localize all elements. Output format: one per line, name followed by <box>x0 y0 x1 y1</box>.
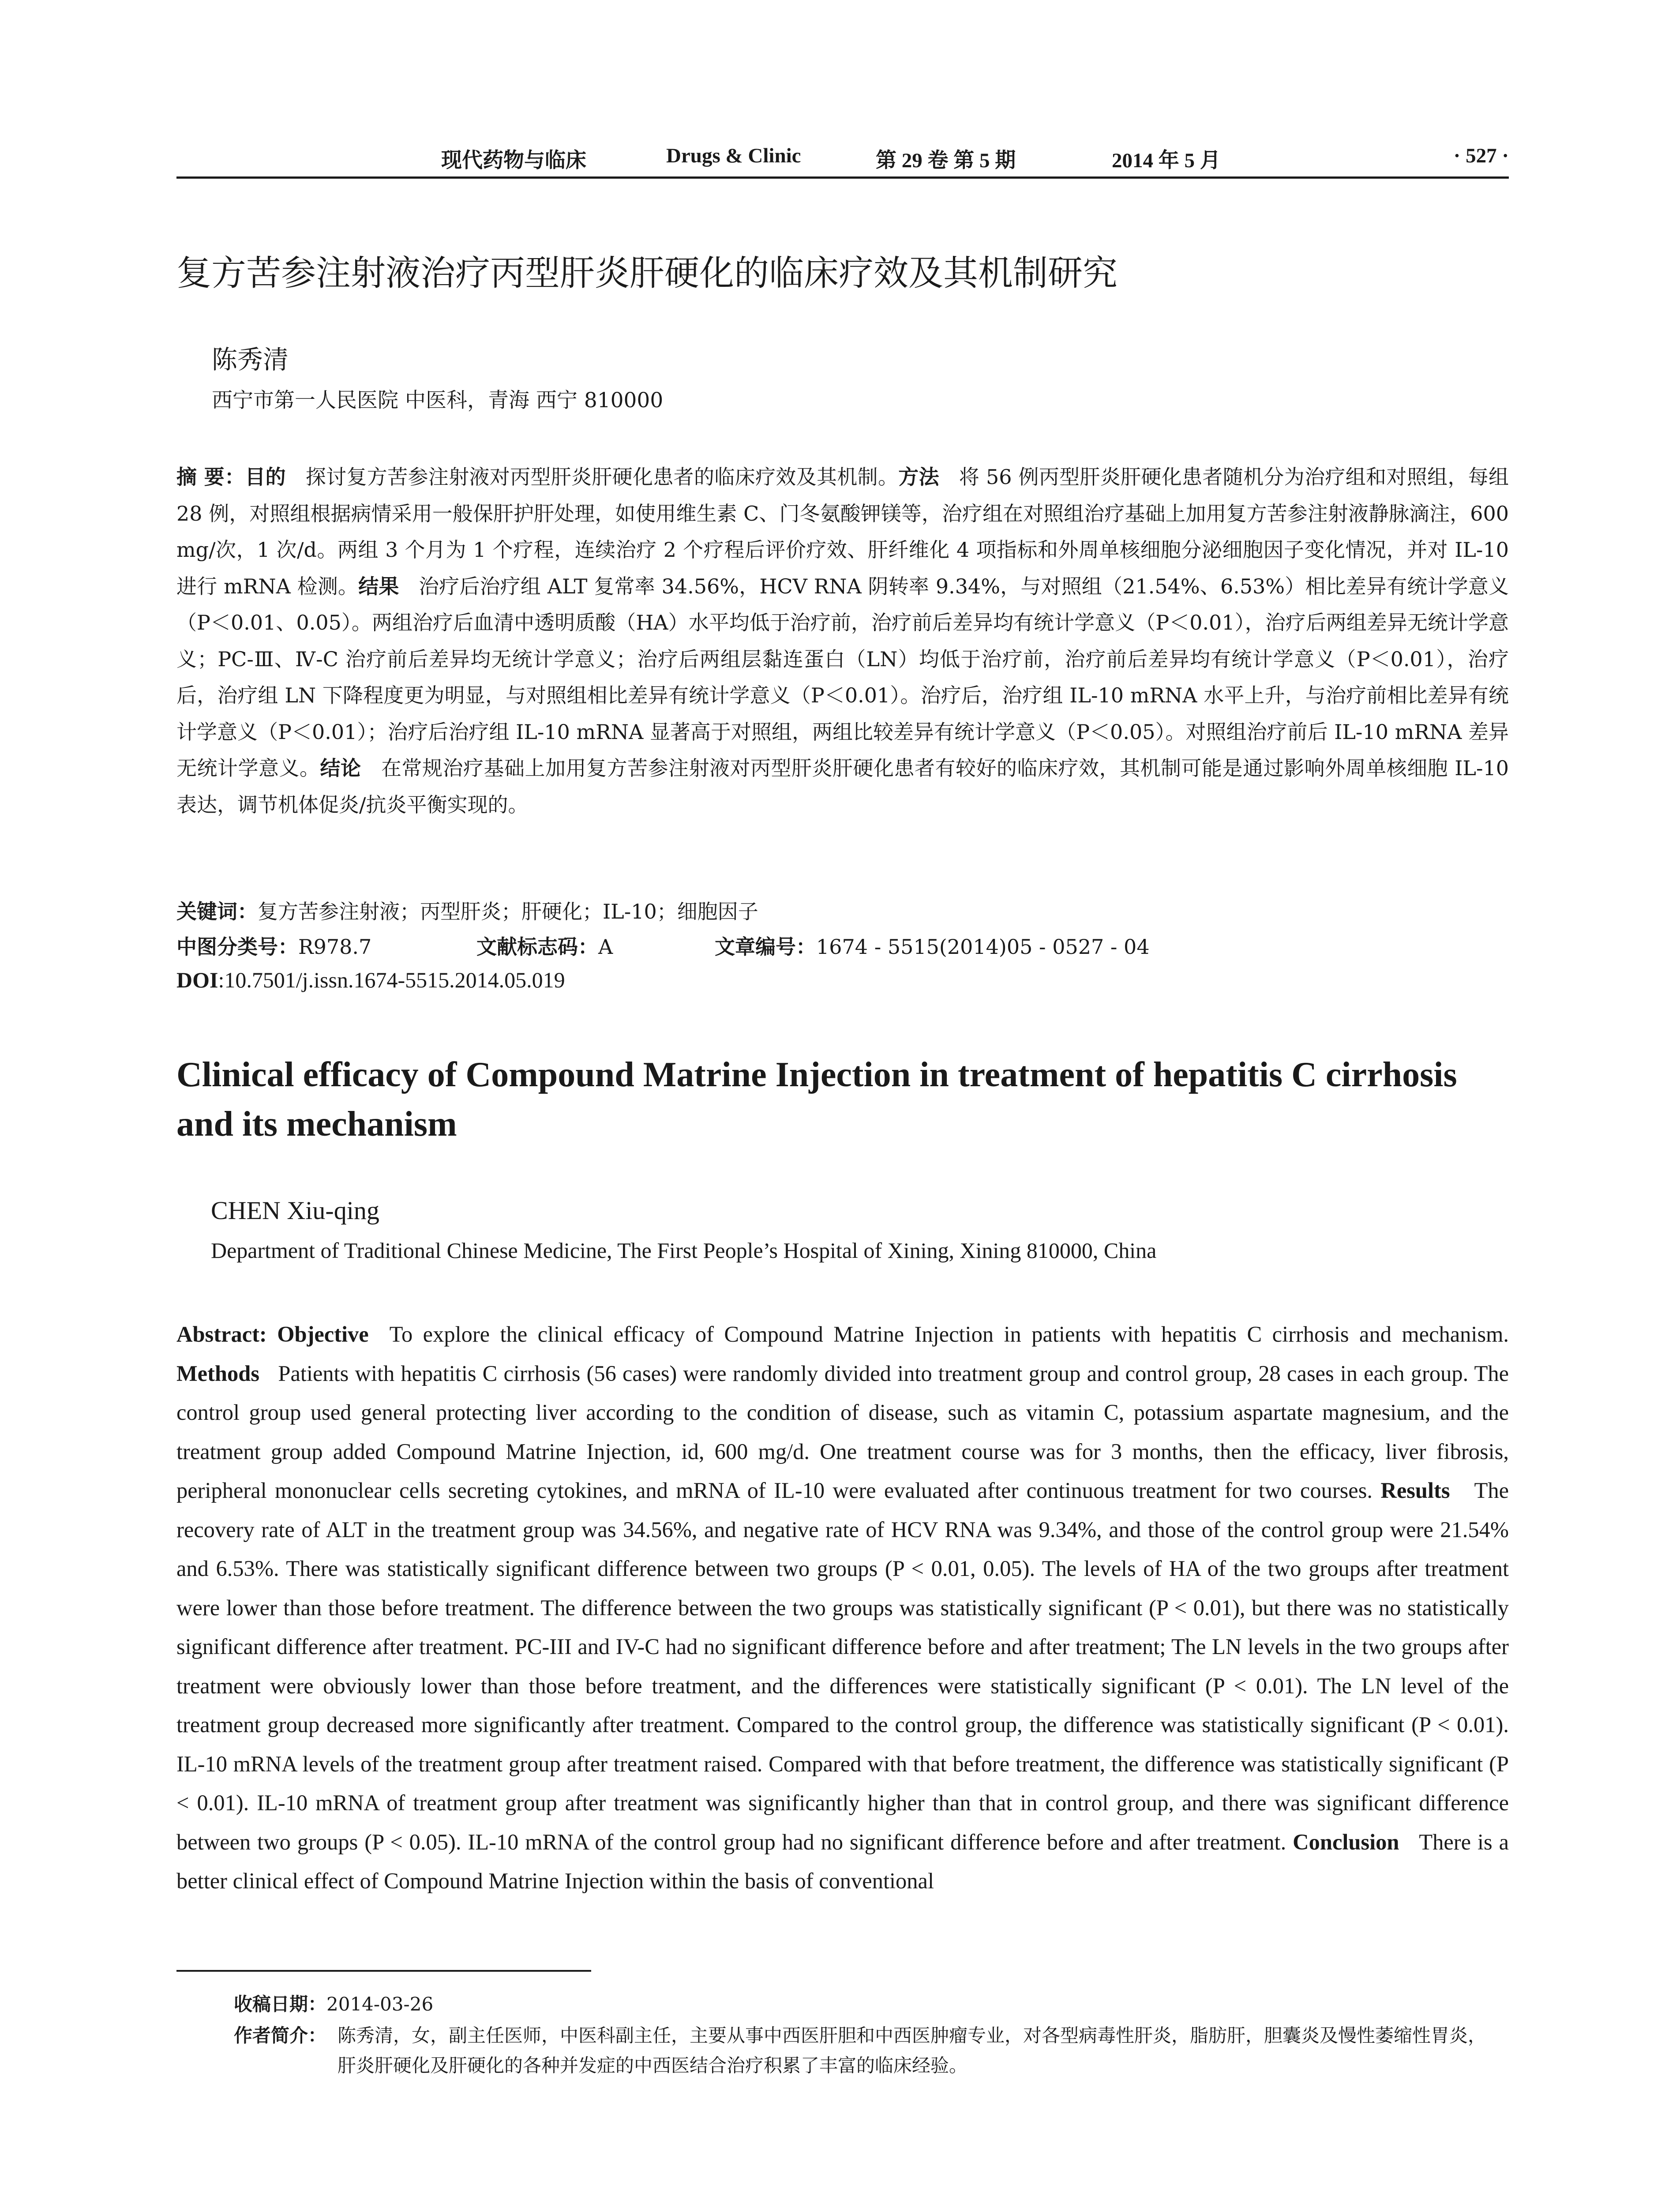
keywords-line <box>176 896 758 925</box>
abstract-label-cn: 摘 要： <box>176 465 245 489</box>
classification-line <box>176 931 1150 960</box>
title-cn: 复方苦参注射液治疗丙型肝炎肝硬化的临床疗效及其机制研究 <box>176 253 1118 293</box>
author-cn: 陈秀清 <box>212 345 289 375</box>
received-label: 收稿日期： <box>234 1993 327 2015</box>
methods-cn: 将 56 例丙型肝炎肝硬化患者随机分为治疗组和对照组，每组 28 例，对照组根据病情采用一般保肝护肝处理，如使用维生素 C、门冬氨酸钾镁等，治疗组在对照组治疗基础上加用复方苦参注射液静脉滴注，600 mg/次，1 次/d。两组 3 个月为 1 个疗程，连续治疗 2 个疗程后评价疗效、肝纤维化 4 项指标和外周单核细胞分泌细胞因子变化情况，并对 IL-10 进行 mRNA 检测。 <box>176 465 1509 598</box>
objective-cn: 探讨复方苦参注射液对丙型肝炎肝硬化患者的临床疗效及其机制。 <box>305 465 899 489</box>
bio-text: 陈秀清，女，副主任医师，中医科副主任，主要从事中西医肝胆和中西医肿瘤专业，对各型病毒性肝炎，脂肪肝，胆囊炎及慢性萎缩性胃炎，肝炎肝硬化及肝硬化的各种并发症的中西医结合治疗积累了丰富的临床经验。 <box>338 2025 1487 2076</box>
clc-label: 中图分类号： <box>176 935 298 959</box>
title-en: Clinical efficacy of Compound Matrine Injection in treatment of hepatitis C cirrhosis and its mechanism <box>176 1055 1457 1144</box>
author-bio <box>234 2021 1500 2081</box>
keywords: 复方苦参注射液；丙型肝炎；肝硬化；IL-10；细胞因子 <box>258 900 758 923</box>
keywords-label: 关键词： <box>176 900 258 923</box>
article-number-label: 文章编号： <box>715 935 816 959</box>
methods-label-en: Methods <box>176 1361 259 1386</box>
methods-label-cn: 方法 <box>898 465 939 489</box>
journal-name-en: Drugs & Clinic <box>666 144 801 167</box>
received-date: 2014-03-26 <box>326 1993 434 2015</box>
results-label-en: Results <box>1380 1478 1450 1503</box>
doi-link[interactable]: :10.7501/j.issn.1674-5515.2014.05.019 <box>218 968 565 992</box>
objective-en: To explore the clinical efficacy of Compound Matrine Injection in patients with hepatitis C cirrhosis and mechanism. <box>389 1322 1509 1347</box>
doc-code: A <box>598 935 613 959</box>
affiliation-cn: 西宁市第一人民医院 中医科，青海 西宁 810000 <box>212 388 664 413</box>
running-header <box>176 140 1509 176</box>
conclusion-en: There is a better clinical effect of Compound Matrine Injection within the basis of conventional <box>176 1829 1509 1893</box>
methods-en: Patients with hepatitis C cirrhosis (56 cases) were randomly divided into treatment group and control group, 28 cases in each group. The control group used general protecting liver according to the condition of disease, such as vitamin C, potassium aspartate magnesium, and the treatment group added Compound Matrine Injection, id, 600 mg/d. One treatment course was for 3 months, then the efficacy, liver fibrosis, peripheral mononuclear cells secreting cytokines, and mRNA of IL-10 were evaluated after continuous treatment for two courses. <box>176 1361 1509 1503</box>
objective-label-en: Objective <box>277 1322 369 1347</box>
received-date-line <box>234 1990 433 2016</box>
abstract-label-en: Abstract: <box>176 1322 267 1347</box>
page-number: · 527 · <box>1453 144 1509 167</box>
abstract-en <box>176 1315 1509 1901</box>
doi-line <box>176 967 565 993</box>
author-en: CHEN Xiu-qing <box>211 1196 379 1225</box>
header-rule <box>176 176 1509 179</box>
results-label-cn: 结果 <box>358 574 399 598</box>
issue-date: 2014 年 5 月 <box>1112 149 1221 172</box>
conclusion-cn: 在常规治疗基础上加用复方苦参注射液对丙型肝炎肝硬化患者有较好的临床疗效，其机制可能是通过影响外周单核细胞 IL-10 表达，调节机体促炎/抗炎平衡实现的。 <box>176 756 1509 817</box>
affiliation-en: Department of Traditional Chinese Medicine, The First People’s Hospital of Xining, Xining 810000, China <box>211 1238 1157 1263</box>
bio-label: 作者简介： <box>234 2025 327 2046</box>
objective-label-cn: 目的 <box>245 465 286 489</box>
doc-code-label: 文献标志码： <box>476 935 598 959</box>
doi-label: DOI <box>176 968 218 992</box>
clc-number: R978.7 <box>298 935 372 959</box>
article-number: 1674 - 5515(2014)05 - 0527 - 04 <box>816 935 1150 959</box>
results-en: The recovery rate of ALT in the treatment group was 34.56%, and negative rate of HCV RNA was 9.34%, and those of the control group were 21.54% and 6.53%. There was statistically significant difference between two groups (P < 0.01, 0.05). The levels of HA of the two groups after treatment were lower than those before treatment. The difference between the two groups was statistically significant (P < 0.01), but there was no statistically significant difference after treatment. PC-III and IV-C had no significant difference before and after treatment; The LN levels in the two groups after treatment were obviously lower than those before treatment, and the differences were statistically significant (P < 0.01). The LN level of the treatment group decreased more significantly after treatment. Compared to the control group, the difference was statistically significant (P < 0.01). IL-10 mRNA levels of the treatment group after treatment raised. Compared with that before treatment, the difference was statistically significant (P < 0.01). IL-10 mRNA of treatment group after treatment was significantly higher than that in control group, and there was significant difference between two groups (P < 0.05). IL-10 mRNA of the control group had no significant difference before and after treatment. <box>176 1478 1509 1854</box>
volume-issue: 第 29 卷 第 5 期 <box>876 149 1016 172</box>
conclusion-label-en: Conclusion <box>1293 1829 1399 1854</box>
footnote-rule <box>176 1970 591 1972</box>
conclusion-label-cn: 结论 <box>320 756 361 780</box>
journal-name-cn: 现代药物与临床 <box>441 149 586 172</box>
abstract-cn <box>176 459 1509 823</box>
results-cn: 治疗后治疗组 ALT 复常率 34.56%，HCV RNA 阴转率 9.34%，与对照组（21.54%、6.53%）相比差异有统计学意义（P＜0.01、0.05）。两组治疗后血清中透明质酸（HA）水平均低于治疗前，治疗前后差异均有统计学意义（P＜0.01），治疗后两组差异无统计学意义；PC-Ⅲ、Ⅳ-C 治疗前后差异均无统计学意义；治疗后两组层黏连蛋白（LN）均低于治疗前，治疗前后差异均有统计学意义（P＜0.01），治疗后，治疗组 LN 下降程度更为明显，与对照组相比差异有统计学意义（P＜0.01）。治疗后，治疗组 IL-10 mRNA 水平上升，与治疗前相比差异有统计学意义（P＜0.01）；治疗后治疗组 IL-10 mRNA 显著高于对照组，两组比较差异有统计学意义（P＜0.05）。对照组治疗前后 IL-10 mRNA 差异无统计学意义。 <box>176 574 1509 780</box>
